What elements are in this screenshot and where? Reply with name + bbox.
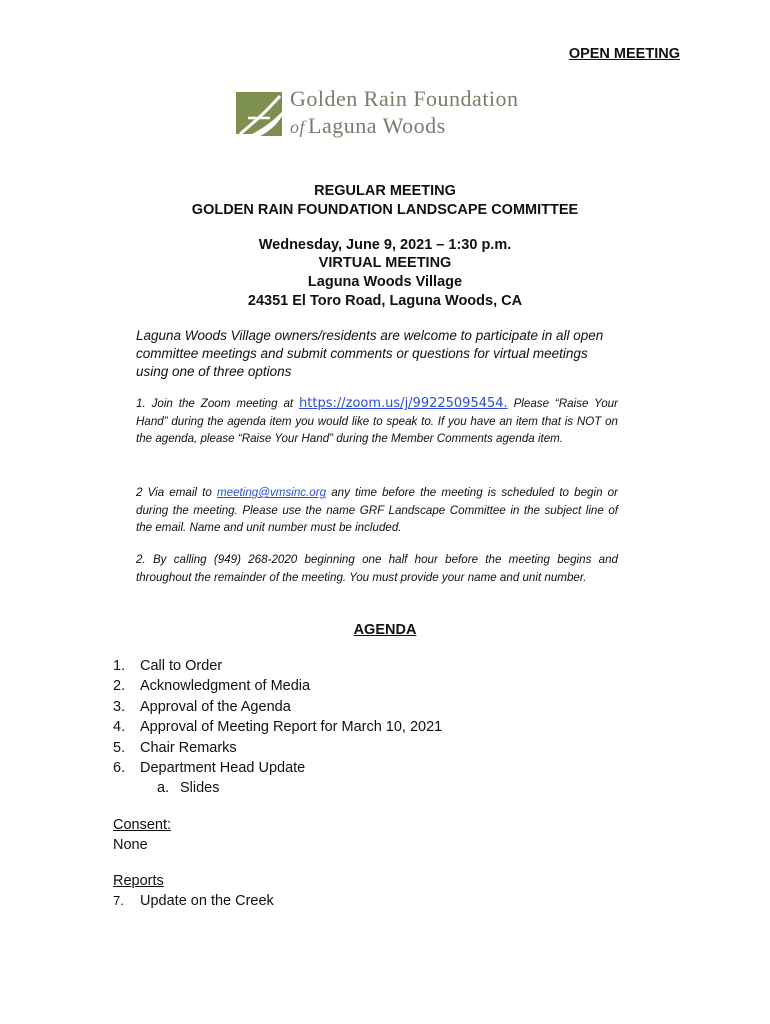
agenda-item-number: 4. xyxy=(113,719,126,736)
report-item xyxy=(113,893,274,909)
agenda-sub-item xyxy=(113,778,442,798)
organization-logo xyxy=(234,86,594,142)
agenda-item-label: Chair Remarks xyxy=(140,739,237,756)
logo-of: of xyxy=(290,117,306,137)
report-item-label: Update on the Creek xyxy=(140,893,274,909)
logo-text-line1: Golden Rain Foundation xyxy=(290,86,519,111)
zoom-suffix: Please “Raise Your Hand” during the agenda item you would like to speak to. If you have an item that is NOT on the agenda, please “Raise Your Hand” during the Member Comments agenda item. xyxy=(136,397,618,445)
agenda-item xyxy=(113,697,442,717)
agenda-item xyxy=(113,758,442,778)
agenda-item-number: 1. xyxy=(113,658,126,674)
report-item-number: 7. xyxy=(113,893,124,908)
meeting-date: Wednesday, June 9, 2021 – 1:30 p.m. xyxy=(258,237,512,253)
agenda-sub-item-number: a. xyxy=(157,780,170,797)
leaf-logo-icon xyxy=(234,88,284,138)
agenda-item-label: Approval of Meeting Report for March 10, 2021 xyxy=(140,719,443,736)
logo-text-line2 xyxy=(290,113,446,139)
reports-heading: Reports xyxy=(113,873,164,889)
open-meeting-label: OPEN MEETING xyxy=(568,46,680,62)
zoom-prefix: 1. Join the Zoom meeting at xyxy=(136,397,300,410)
virtual-meeting-label: VIRTUAL MEETING xyxy=(318,255,452,271)
email-prefix: 2 Via email to xyxy=(136,486,217,499)
agenda-item xyxy=(113,676,442,696)
option-email xyxy=(136,484,618,537)
email-suffix: any time before the meeting is scheduled to begin or during the meeting. Please use the name GRF Landscape Committee in the subject line of the email. Name and unit number must be included. xyxy=(136,486,618,534)
logo-laguna-woods: Laguna Woods xyxy=(308,113,446,138)
agenda-item-label: Department Head Update xyxy=(140,759,306,776)
committee-name: GOLDEN RAIN FOUNDATION LANDSCAPE COMMITTEE xyxy=(191,202,579,218)
agenda-list xyxy=(113,656,442,799)
venue-address: 24351 El Toro Road, Laguna Woods, CA xyxy=(247,293,523,309)
agenda-title: AGENDA xyxy=(353,622,417,638)
agenda-item-label: Call to Order xyxy=(140,658,223,674)
agenda-item xyxy=(113,717,442,737)
consent-text: None xyxy=(113,837,148,853)
agenda-item-label: Acknowledgment of Media xyxy=(140,678,311,695)
agenda-sub-item-label: Slides xyxy=(180,780,220,797)
consent-heading: Consent: xyxy=(113,817,172,833)
agenda-item xyxy=(113,738,442,758)
agenda-item-number: 3. xyxy=(113,698,126,715)
option-zoom xyxy=(136,395,618,448)
agenda-item-number: 5. xyxy=(113,739,126,756)
agenda-item-label: Approval of the Agenda xyxy=(140,698,291,715)
email-link[interactable]: meeting@vmsinc.org xyxy=(216,486,327,499)
agenda-item xyxy=(113,656,442,676)
option-phone: 2. By calling (949) 268-2020 beginning one half hour before the meeting begins and throughout the remainder of the meeting. You must provide your name and unit number. xyxy=(136,553,618,584)
zoom-link[interactable]: https://zoom.us/j/99225095454. xyxy=(299,396,508,411)
venue-name: Laguna Woods Village xyxy=(307,274,463,290)
meeting-type: REGULAR MEETING xyxy=(314,183,456,199)
agenda-item-number: 6. xyxy=(113,759,126,776)
agenda-item-number: 2. xyxy=(113,678,126,695)
participation-intro: Laguna Woods Village owners/residents are welcome to participate in all open committee meetings and submit comments or questions for virtual meetings using one of three options xyxy=(136,328,604,379)
